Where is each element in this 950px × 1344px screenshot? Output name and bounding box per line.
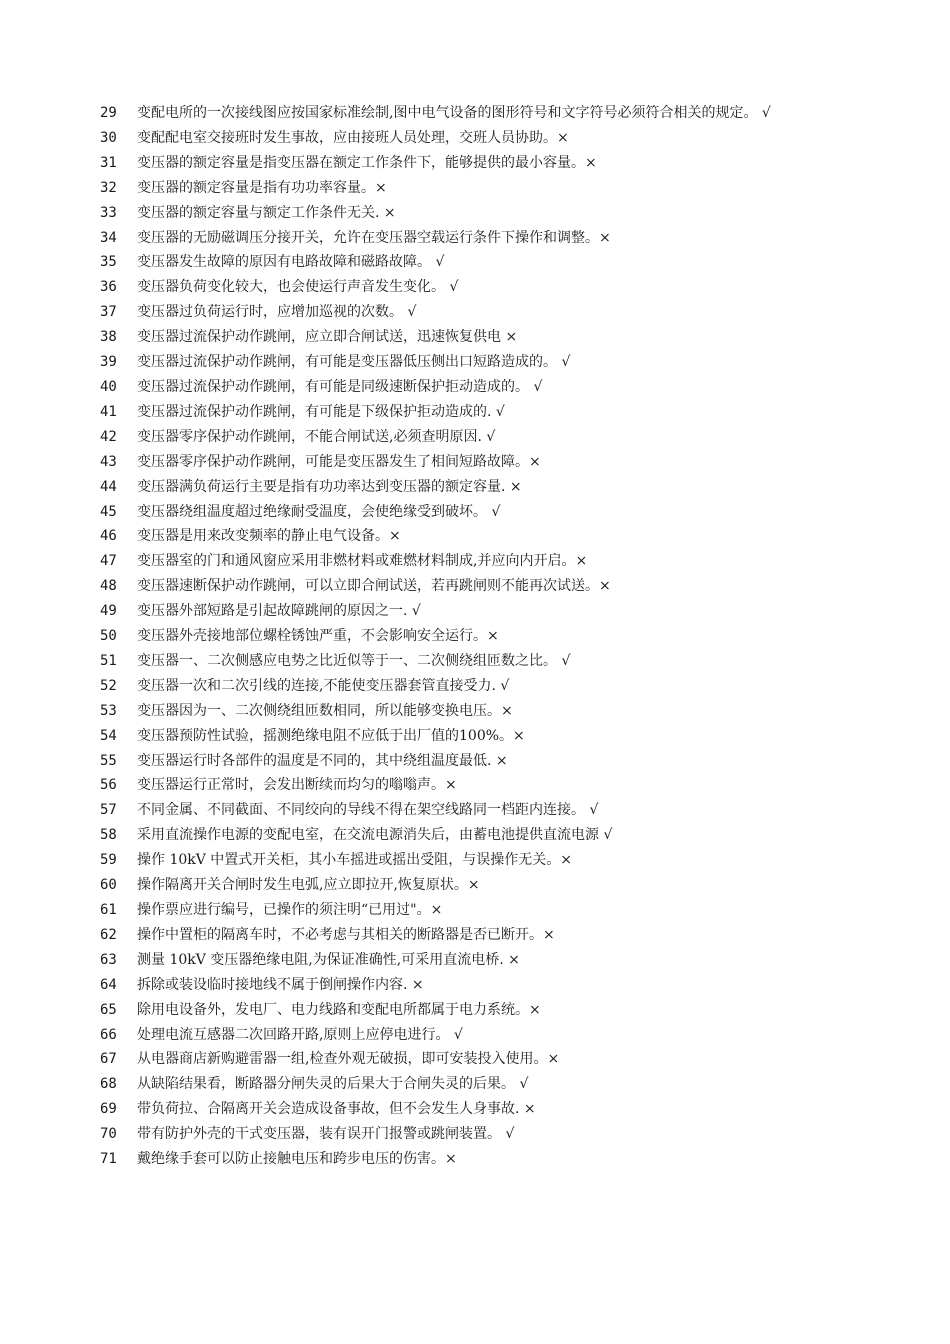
- item-text: 变压器过流保护动作跳闸，应立即合闸试送，迅速恢复供电 ×: [137, 329, 518, 346]
- list-item: [100, 1047, 845, 1072]
- item-text: 变压器室的门和通风窗应采用非燃材料或难燃材料制成,并应向内开启。×: [137, 553, 588, 570]
- item-number: 59: [100, 852, 117, 869]
- item-number: 63: [100, 951, 117, 968]
- list-item: [100, 524, 845, 549]
- item-text: 操作 10kV 中置式开关柜，其小车摇进或摇出受阻，与误操作无关。×: [137, 852, 573, 869]
- list-item: [100, 500, 845, 525]
- list-item: [100, 475, 845, 500]
- item-number: 31: [100, 154, 117, 171]
- item-text: 不同金属、不同截面、不同绞向的导线不得在架空线路同一档距内连接。 √: [137, 802, 599, 819]
- item-text: 变配电所的一次接线图应按国家标准绘制,图中电气设备的图形符号和文字符号必须符合相关的规定。 √: [137, 105, 771, 121]
- question-list: [100, 101, 845, 1172]
- item-text: 变压器过流保护动作跳闸，有可能是同级速断保护拒动造成的。 √: [137, 378, 543, 395]
- item-text: 测量 10kV 变压器绝缘电阻,为保证准确性,可采用直流电桥. ×: [137, 951, 520, 968]
- list-item: [100, 724, 845, 749]
- list-item: [100, 948, 845, 973]
- list-item: [100, 226, 845, 251]
- item-text: 操作票应进行编号，已操作的须注明“已用过"。×: [137, 902, 443, 918]
- list-item: [100, 624, 845, 649]
- item-number: 45: [100, 503, 117, 520]
- item-text: 变压器的额定容量是指有功功率容量。×: [137, 179, 387, 196]
- item-number: 43: [100, 453, 117, 470]
- item-text: 变压器的额定容量是指变压器在额定工作条件下，能够提供的最小容量。×: [137, 154, 597, 171]
- item-text: 拆除或装设临时接地线不属于倒闸操作内容. ×: [137, 976, 424, 993]
- list-item: [100, 923, 845, 948]
- item-text: 变压器零序保护动作跳闸，不能合闸试送,必须查明原因. √: [137, 428, 496, 445]
- item-text: 从缺陷结果看，断路器分闸失灵的后果大于合闸失灵的后果。 √: [137, 1076, 529, 1093]
- item-number: 71: [100, 1151, 117, 1168]
- item-number: 55: [100, 752, 117, 769]
- list-item: [100, 151, 845, 176]
- list-item: [100, 300, 845, 325]
- item-number: 48: [100, 578, 117, 595]
- item-text: 变压器运行时各部件的温度是不同的，其中绕组温度最低. ×: [137, 752, 508, 769]
- item-number: 34: [100, 229, 117, 246]
- item-text: 除用电设备外，发电厂、电力线路和变配电所都属于电力系统。×: [137, 1001, 541, 1018]
- item-number: 58: [100, 827, 117, 844]
- item-text: 变压器一、二次侧感应电势之比近似等于一、二次侧绕组匝数之比。 √: [137, 652, 571, 669]
- item-text: 变压器外壳接地部位螺栓锈蚀严重，不会影响安全运行。×: [137, 628, 499, 645]
- item-text: 采用直流操作电源的变配电室，在交流电源消失后，由蓄电池提供直流电源 √: [137, 827, 613, 844]
- item-text: 变配配电室交接班时发生事故，应由接班人员处理，交班人员协助。×: [137, 129, 569, 146]
- item-number: 61: [100, 902, 117, 918]
- item-text: 操作中置柜的隔离车时，不必考虑与其相关的断路器是否已断开。×: [137, 926, 555, 943]
- list-item: [100, 998, 845, 1023]
- list-item: [100, 1023, 845, 1048]
- item-text: 带负荷拉、合隔离开关会造成设备事故，但不会发生人身事故. ×: [137, 1101, 536, 1118]
- list-item: [100, 649, 845, 674]
- item-text: 变压器过流保护动作跳闸，有可能是下级保护拒动造成的. √: [137, 403, 505, 420]
- item-number: 30: [100, 129, 117, 146]
- item-number: 68: [100, 1076, 117, 1093]
- item-text: 变压器是用来改变频率的静止电气设备。×: [137, 528, 401, 545]
- list-item: [100, 325, 845, 350]
- item-text: 变压器速断保护动作跳闸，可以立即合闸试送，若再跳闸则不能再次试送。×: [137, 578, 611, 595]
- list-item: [100, 450, 845, 475]
- item-number: 47: [100, 553, 117, 570]
- item-number: 33: [100, 204, 117, 221]
- item-text: 变压器满负荷运行主要是指有功功率达到变压器的额定容量. ×: [137, 478, 522, 495]
- item-text: 变压器绕组温度超过绝缘耐受温度，会使绝缘受到破坏。 √: [137, 503, 501, 520]
- list-item: [100, 699, 845, 724]
- list-item: [100, 250, 845, 275]
- item-number: 62: [100, 926, 117, 943]
- item-number: 42: [100, 428, 117, 445]
- list-item: [100, 674, 845, 699]
- list-item: [100, 749, 845, 774]
- item-text: 变压器外部短路是引起故障跳闸的原因之一. √: [137, 603, 421, 620]
- item-text: 处理电流互感器二次回路开路,原则上应停电进行。 √: [137, 1026, 463, 1043]
- item-number: 39: [100, 354, 117, 371]
- item-number: 50: [100, 628, 117, 645]
- list-item: [100, 873, 845, 898]
- list-item: [100, 599, 845, 624]
- item-text: 变压器运行正常时，会发出断续而均匀的嗡嗡声。×: [137, 777, 457, 794]
- item-number: 67: [100, 1051, 117, 1068]
- item-text: 变压器的无励磁调压分接开关，允许在变压器空载运行条件下操作和调整。×: [137, 229, 611, 246]
- item-text: 变压器的额定容量与额定工作条件无关. ×: [137, 204, 396, 221]
- list-item: [100, 275, 845, 300]
- item-number: 29: [100, 105, 117, 121]
- item-number: 60: [100, 877, 117, 894]
- item-number: 53: [100, 702, 117, 719]
- list-item: [100, 898, 845, 923]
- list-item: [100, 400, 845, 425]
- item-number: 37: [100, 304, 117, 321]
- item-number: 38: [100, 329, 117, 346]
- list-item: [100, 350, 845, 375]
- item-number: 52: [100, 677, 117, 694]
- item-number: 44: [100, 478, 117, 495]
- list-item: [100, 1097, 845, 1122]
- item-number: 49: [100, 603, 117, 620]
- item-number: 54: [100, 727, 117, 744]
- item-text: 带有防护外壳的干式变压器，装有误开门报警或跳闸装置。 √: [137, 1126, 515, 1143]
- list-item: [100, 425, 845, 450]
- item-number: 41: [100, 403, 117, 420]
- item-number: 46: [100, 528, 117, 545]
- list-item: [100, 1072, 845, 1097]
- list-item: [100, 798, 845, 823]
- item-text: 变压器预防性试验，摇测绝缘电阻不应低于出厂值的100%。×: [137, 727, 525, 744]
- item-text: 变压器零序保护动作跳闸，可能是变压器发生了相间短路故障。×: [137, 453, 541, 470]
- list-item: [100, 549, 845, 574]
- list-item: [100, 1122, 845, 1147]
- list-item: [100, 848, 845, 873]
- list-item: [100, 823, 845, 848]
- list-item: [100, 773, 845, 798]
- list-item: [100, 101, 845, 126]
- list-item: [100, 973, 845, 998]
- item-text: 操作隔离开关合闸时发生电弧,应立即拉开,恢复原状。×: [137, 877, 480, 894]
- item-text: 变压器发生故障的原因有电路故障和磁路故障。 √: [137, 254, 445, 271]
- item-number: 51: [100, 652, 117, 669]
- list-item: [100, 176, 845, 201]
- item-number: 57: [100, 802, 117, 819]
- item-number: 32: [100, 179, 117, 196]
- item-number: 64: [100, 976, 117, 993]
- item-number: 35: [100, 254, 117, 271]
- list-item: [100, 201, 845, 226]
- item-text: 戴绝缘手套可以防止接触电压和跨步电压的伤害。×: [137, 1151, 457, 1168]
- list-item: [100, 375, 845, 400]
- item-text: 从电器商店新购避雷器一组,检查外观无破损，即可安装投入使用。×: [137, 1051, 560, 1068]
- item-number: 66: [100, 1026, 117, 1043]
- list-item: [100, 574, 845, 599]
- item-number: 36: [100, 279, 117, 296]
- item-number: 40: [100, 378, 117, 395]
- item-number: 69: [100, 1101, 117, 1118]
- item-text: 变压器负荷变化较大，也会使运行声音发生变化。 √: [137, 279, 459, 296]
- list-item: [100, 126, 845, 151]
- list-item: [100, 1147, 845, 1172]
- item-number: 65: [100, 1001, 117, 1018]
- item-text: 变压器因为一、二次侧绕组匝数相同，所以能够变换电压。×: [137, 702, 513, 719]
- item-number: 56: [100, 777, 117, 794]
- item-text: 变压器过流保护动作跳闸，有可能是变压器低压侧出口短路造成的。 √: [137, 354, 571, 371]
- item-number: 70: [100, 1126, 117, 1143]
- item-text: 变压器一次和二次引线的连接,不能使变压器套管直接受力. √: [137, 677, 510, 694]
- item-text: 变压器过负荷运行时，应增加巡视的次数。 √: [137, 304, 417, 321]
